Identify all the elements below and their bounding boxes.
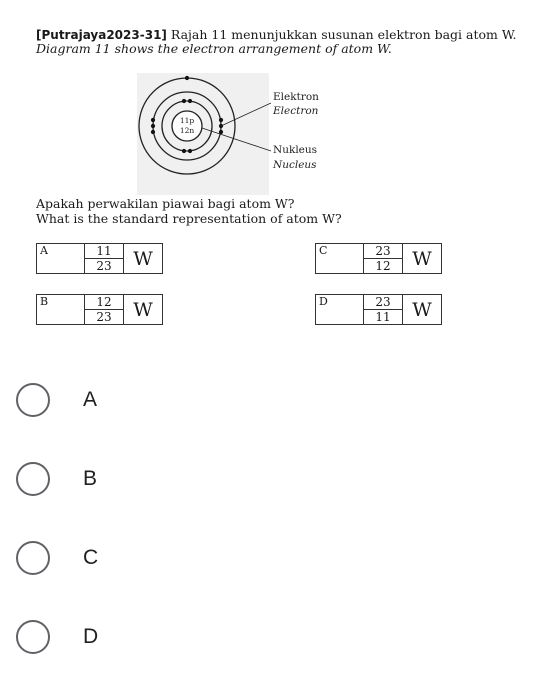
- radio-button-a[interactable]: [16, 383, 50, 417]
- option-upper-number: 12: [85, 295, 124, 310]
- question-text-english: Diagram 11 shows the electron arrangement of atom W.: [36, 41, 392, 56]
- electron: [182, 149, 186, 153]
- atom-diagram: [137, 73, 337, 195]
- option-lower-number: 11: [364, 310, 403, 325]
- label-nucleus-malay: Nukleus: [273, 144, 318, 156]
- electron: [188, 99, 192, 103]
- choice-label-a: A: [83, 388, 98, 411]
- option-table-d: [315, 294, 442, 325]
- radio-button-d[interactable]: [16, 620, 50, 654]
- option-table-a: [36, 243, 163, 274]
- choice-label-b: B: [83, 467, 98, 490]
- radio-button-b[interactable]: [16, 462, 50, 496]
- electron: [185, 76, 189, 80]
- label-electron-malay: Elektron: [273, 91, 319, 103]
- option-table-b: [36, 294, 163, 325]
- choice-a[interactable]: [16, 378, 316, 422]
- option-upper-number: 11: [85, 244, 124, 259]
- diagram-background: [137, 73, 269, 195]
- choice-label-d: D: [83, 625, 99, 648]
- electron: [151, 124, 155, 128]
- label-electron-english: Electron: [273, 105, 319, 117]
- option-lower-number: 23: [85, 259, 124, 274]
- option-symbol: W: [124, 244, 163, 274]
- question-text-english-2: What is the standard representation of atom W?: [36, 211, 342, 226]
- option-blank-cell: [316, 259, 364, 274]
- option-letter: B: [37, 295, 85, 310]
- choice-label-c: C: [83, 546, 99, 569]
- option-symbol: W: [403, 244, 442, 274]
- option-lower-number: 23: [85, 310, 124, 325]
- electron: [219, 118, 223, 122]
- question-text-malay: Rajah 11 menunjukkan susunan elektron bagi atom W.: [170, 27, 517, 42]
- radio-button-c[interactable]: [16, 541, 50, 575]
- electron: [151, 118, 155, 122]
- electron: [188, 149, 192, 153]
- option-table-c: [315, 243, 442, 274]
- electron: [151, 130, 155, 134]
- electron: [182, 99, 186, 103]
- neutron-count: 12n: [179, 126, 195, 135]
- option-blank-cell: [316, 310, 364, 325]
- option-upper-number: 23: [364, 244, 403, 259]
- option-blank-cell: [37, 259, 85, 274]
- option-upper-number: 23: [364, 295, 403, 310]
- option-letter: D: [316, 295, 364, 310]
- choice-b[interactable]: [16, 457, 316, 501]
- question-text-malay-2: Apakah perwakilan piawai bagi atom W?: [36, 196, 295, 211]
- choice-c[interactable]: [16, 536, 316, 580]
- proton-count: 11p: [179, 116, 195, 125]
- option-symbol: W: [403, 295, 442, 325]
- question-tag: [Putrajaya2023-31]: [36, 28, 167, 42]
- option-symbol: W: [124, 295, 163, 325]
- option-blank-cell: [37, 310, 85, 325]
- choice-d[interactable]: [16, 615, 316, 659]
- option-letter: A: [37, 244, 85, 259]
- option-letter: C: [316, 244, 364, 259]
- question-line-1-malay: [36, 27, 517, 42]
- label-nucleus-english: Nucleus: [273, 159, 317, 171]
- option-lower-number: 12: [364, 259, 403, 274]
